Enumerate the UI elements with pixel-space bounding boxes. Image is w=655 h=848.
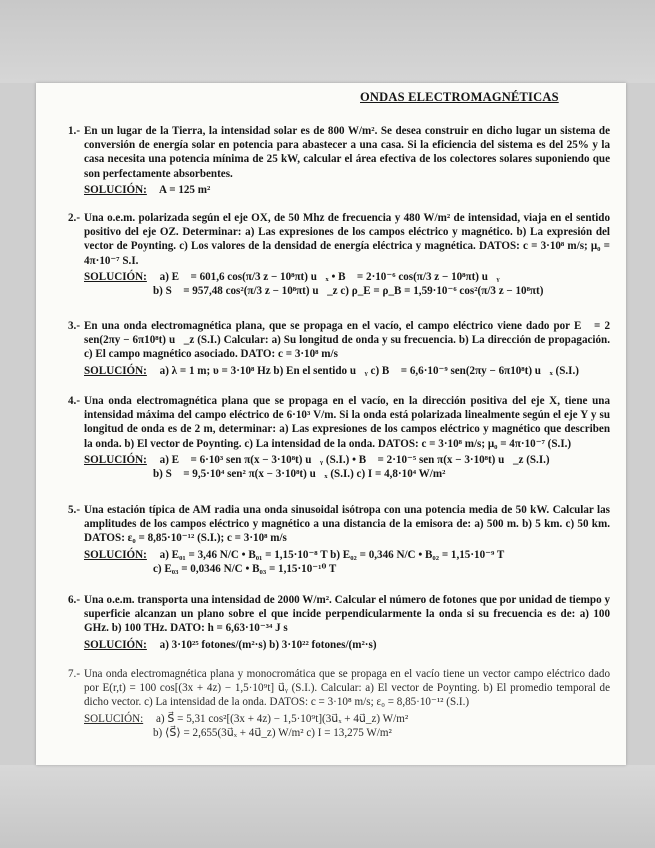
solution-text: a) E⃗ = 601,6 cos(π/3 z − 10⁸πt) u⃗ₓ • B⃗ = 2·10⁻⁶ cos(π/3 z − 10⁸πt) u⃗ᵧ [159, 270, 500, 283]
document-page [36, 83, 626, 765]
problem-2 [68, 211, 610, 298]
problem-number: 3.- [68, 320, 81, 332]
problem-statement: En una onda electromagnética plana, que se propaga en el vacío, el campo eléctrico viene dado por E⃗ = 2 sen(2πy − 6π10⁸t) u⃗_z (S.I.) Calcular: a) Su longitud de onda y su frecuencia. b) La dirección de propagación. c) El campo magnético asociado. DATO: c = 3·10⁸ m/s [84, 320, 610, 361]
problem-number: 6.- [68, 594, 81, 606]
solution-text: b) S⃗ = 957,48 cos²(π/3 z − 10⁸πt) u⃗_z c) ρ_E = ρ_B = 1,59·10⁻⁶ cos²(π/3 z − 10⁸πt) [153, 285, 544, 298]
document-title: ONDAS ELECTROMAGNÉTICAS [360, 90, 559, 104]
solution-text: a) E⃗ = 6·10³ sen π(x − 3·10⁸t) u⃗ᵧ (S.I.) • B⃗ = 2·10⁻⁵ sen π(x − 3·10⁸t) u⃗_z (S.I.) [159, 453, 550, 466]
solution-label: SOLUCIÓN: [84, 548, 147, 561]
solution-text: b) ⟨S⃗⟩ = 2,655(3u⃗ₓ + 4u⃗_z) W/m² c) I = 13,275 W/m² [153, 726, 392, 739]
scan-background-top [0, 0, 655, 83]
solution-label: SOLUCIÓN: [84, 270, 147, 283]
scan-background-bottom [0, 765, 655, 848]
problem-statement: Una o.e.m. transporta una intensidad de 2000 W/m². Calcular el número de fotones que por unidad de tiempo y superficie alcanzan un plano sobre el que incide perpendicularmente la onda si su frecuencia es de: a) 100 GHz. b) 100 THz. DATO: h = 6,63·10⁻³⁴ J s [84, 594, 610, 635]
problem-1 [68, 124, 610, 197]
solution-line [84, 638, 610, 652]
problem-number: 7.- [68, 668, 81, 680]
solution-line [84, 183, 610, 197]
solution-text: a) E₀₁ = 3,46 N/C • B₀₁ = 1,15·10⁻⁸ T b) E₀₂ = 0,346 N/C • B₀₂ = 1,15·10⁻⁹ T [159, 548, 505, 561]
solution-text: a) S⃗ = 5,31 cos²[(3x + 4z) − 1,5·10⁹t](3u⃗ₓ + 4u⃗_z) W/m² [155, 712, 409, 725]
problem-statement: Una onda electromagnética plana y monocromática que se propaga en el vacío tiene un vector campo eléctrico dado por E(r,t) = 100 cos[(3x + 4z) − 1,5·10⁹t] u⃗ᵧ (S.I.). Calcular: a) El vector de Poynting. b) El promedio temporal de dicho vector. c) La intensidad de la onda. DATOS: c = 3·10⁸ m/s; ε₀ = 8,85·10⁻¹² (S.I.) [84, 668, 610, 709]
solution-label: SOLUCIÓN: [84, 638, 147, 651]
problem-number: 5.- [68, 504, 81, 516]
solution-line [84, 270, 610, 284]
problem-statement: En un lugar de la Tierra, la intensidad solar es de 800 W/m². Se desea construir en dicho lugar un sistema de conversión de energía solar en potencia para abastecer a una casa. Si la eficiencia del sistema es del 25% y la casa necesita una potencia mínima de 25 kW, calcular el área efectiva de los colectores solares suponiendo que son perfectamente absorbentes. [84, 125, 610, 180]
solution-label: SOLUCIÓN: [84, 364, 147, 377]
solution-text: b) S⃗ = 9,5·10⁴ sen² π(x − 3·10⁸t) u⃗ₓ (S.I.) c) I = 4,8·10⁴ W/m² [153, 468, 446, 481]
solution-text: A = 125 m² [159, 183, 211, 196]
problem-6 [68, 593, 610, 652]
solution-text: c) E₀₃ = 0,0346 N/C • B₀₃ = 1,15·10⁻¹⁰ T [153, 562, 337, 575]
solution-line [84, 453, 610, 467]
solution-text: a) 3·10²⁵ fotones/(m²·s) b) 3·10²² fotones/(m²·s) [159, 638, 377, 651]
problem-number: 1.- [68, 125, 81, 137]
problem-5 [68, 503, 610, 576]
solution-label: SOLUCIÓN: [84, 712, 144, 725]
problem-statement: Una o.e.m. polarizada según el eje OX, de 50 Mhz de frecuencia y 480 W/m² de intensidad, viaja en el sentido positivo del eje OZ. Determinar: a) Las expresiones de los campos eléctrico y magnético. b) La expresión del vector de Poynting. c) Los valores de la densidad de energía eléctrica y magnética. DATOS: c = 3·10⁸ m/s; μ₀ = 4π·10⁻⁷ S.I. [84, 212, 610, 267]
solution-label: SOLUCIÓN: [84, 183, 147, 196]
problem-7 [68, 667, 610, 740]
problem-number: 4.- [68, 395, 81, 407]
solution-text: a) λ = 1 m; υ = 3·10⁸ Hz b) En el sentido u⃗ᵧ c) B⃗ = 6,6·10⁻⁹ sen(2πy − 6π10⁸t) u⃗ₓ (S.I.) [159, 364, 579, 377]
solution-line [84, 712, 610, 726]
solution-label: SOLUCIÓN: [84, 453, 147, 466]
solution-line [84, 548, 610, 562]
problem-3 [68, 319, 610, 378]
problem-number: 2.- [68, 212, 81, 224]
problem-4 [68, 394, 610, 481]
problem-statement: Una estación típica de AM radia una onda sinusoidal isótropa con una potencia media de 50 kW. Calcular las amplitudes de los campos eléctrico y magnético a una distancia de la emisora de: a) 500 m. b) 5 km. c) 50 km. DATOS: ε₀ = 8,85·10⁻¹² (S.I.); c = 3·10⁸ m/s [84, 504, 610, 545]
problem-statement: Una onda electromagnética plana que se propaga en el vacío, en la dirección positiva del eje X, tiene una intensidad máxima del campo eléctrico de 6·10³ V/m. Si la onda está polarizada linealmente según el eje Y y su longitud de onda es de 2 m, determinar: a) Las expresiones de los campos eléctrico y magnético que describen la onda. b) El vector de Poynting. c) La intensidad de la onda. DATOS: c = 3·10⁸ m/s; μ₀ = 4π·10⁻⁷ (S.I.) [84, 395, 610, 450]
solution-line [84, 364, 610, 378]
